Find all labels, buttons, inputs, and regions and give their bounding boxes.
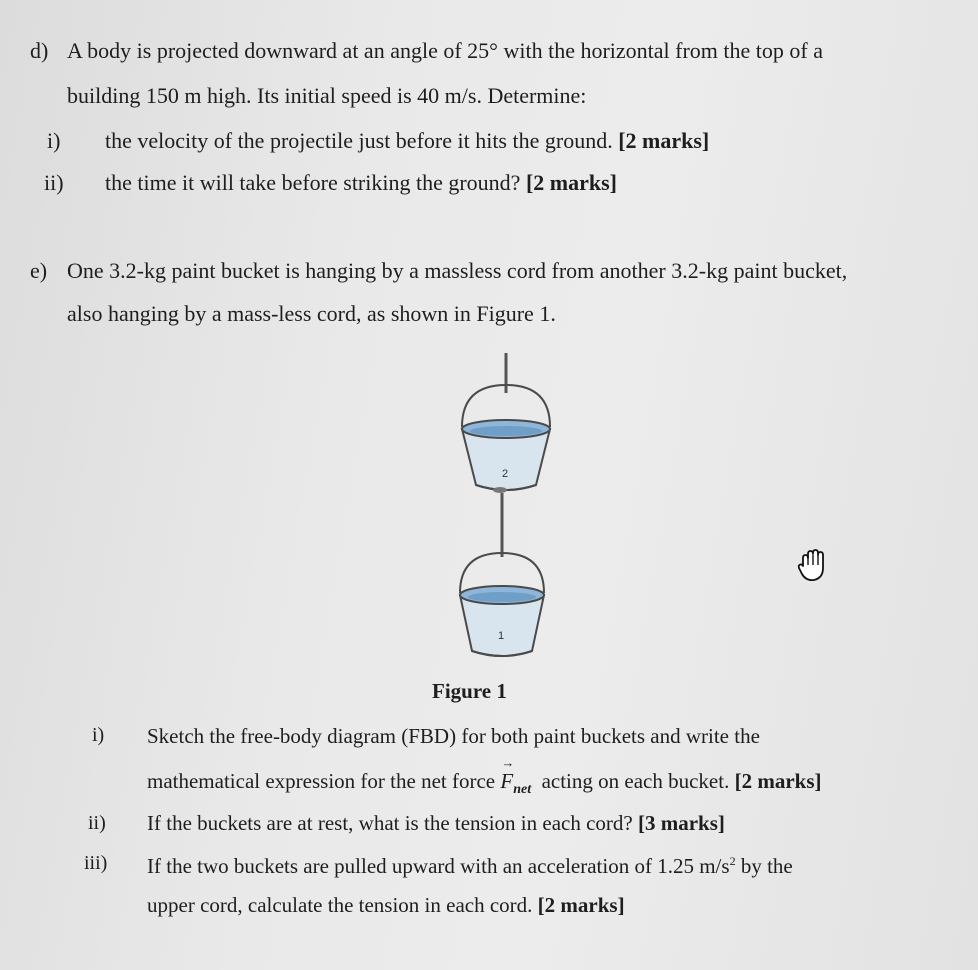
part-d-ii-text: the time it will take before striking the ground? <box>105 170 521 195</box>
part-e-i-text-b: acting on each bucket. <box>541 769 730 793</box>
part-e-iii-marks: [2 marks] <box>537 893 625 917</box>
part-e-iii-line1 <box>147 855 793 877</box>
part-d-line2: building 150 m high. Its initial speed is 40 m/s. Determine: <box>67 83 587 108</box>
part-e-label: e) <box>30 258 48 283</box>
part-e-i-line1: Sketch the free-body diagram (FBD) for both paint buckets and write the <box>147 724 760 748</box>
part-e-iii-text-c: upper cord, calculate the tension in each cord. <box>147 893 533 917</box>
part-e-ii-text: If the buckets are at rest, what is the tension in each cord? <box>147 811 633 835</box>
part-d-i-text: the velocity of the projectile just before it hits the ground. <box>105 128 613 153</box>
part-e-i-text-a: mathematical expression for the net force <box>147 769 496 793</box>
part-e-line1: One 3.2-kg paint bucket is hanging by a massless cord from another 3.2-kg paint bucket, <box>67 258 848 283</box>
part-d-line1: A body is projected downward at an angle of 25° with the horizontal from the top of a <box>67 38 823 63</box>
part-e-iii-exponent: 2 <box>729 854 736 868</box>
figure-1-hanging-buckets <box>440 345 570 675</box>
part-e-iii-text-b: by the <box>740 854 793 878</box>
part-e-i-marks: [2 marks] <box>734 769 822 793</box>
bucket-2 <box>462 420 550 493</box>
part-d-ii-question <box>105 172 617 194</box>
bucket-2-label: 2 <box>502 468 509 480</box>
part-e-line2: also hanging by a mass-less cord, as shown in Figure 1. <box>67 301 556 326</box>
bucket-1-label: 1 <box>498 630 505 642</box>
part-e-ii-marks: [3 marks] <box>637 811 725 835</box>
part-e-iii-text-a: If the two buckets are pulled upward with an acceleration of 1.25 m/s <box>147 854 730 878</box>
net-force-subscript: net <box>513 782 532 797</box>
part-e-i-number: i) <box>92 724 105 746</box>
part-e-ii-number: ii) <box>88 812 106 834</box>
hand-grab-icon <box>796 548 830 584</box>
net-force-symbol: → F <box>500 769 513 793</box>
part-e-ii-question <box>147 813 725 834</box>
part-d-label: d) <box>30 38 49 63</box>
part-d-i-question <box>105 130 709 152</box>
bucket-1 <box>460 586 544 656</box>
part-e-i-line2 <box>147 771 821 797</box>
part-d-ii-number: ii) <box>44 170 64 195</box>
figure-caption: Figure 1 <box>432 679 507 703</box>
part-d-i-marks: [2 marks] <box>618 128 710 153</box>
part-d-i-number: i) <box>47 128 61 153</box>
part-d-ii-marks: [2 marks] <box>525 170 617 195</box>
part-e-iii-number: iii) <box>84 852 108 874</box>
part-e-iii-line2 <box>147 895 625 916</box>
